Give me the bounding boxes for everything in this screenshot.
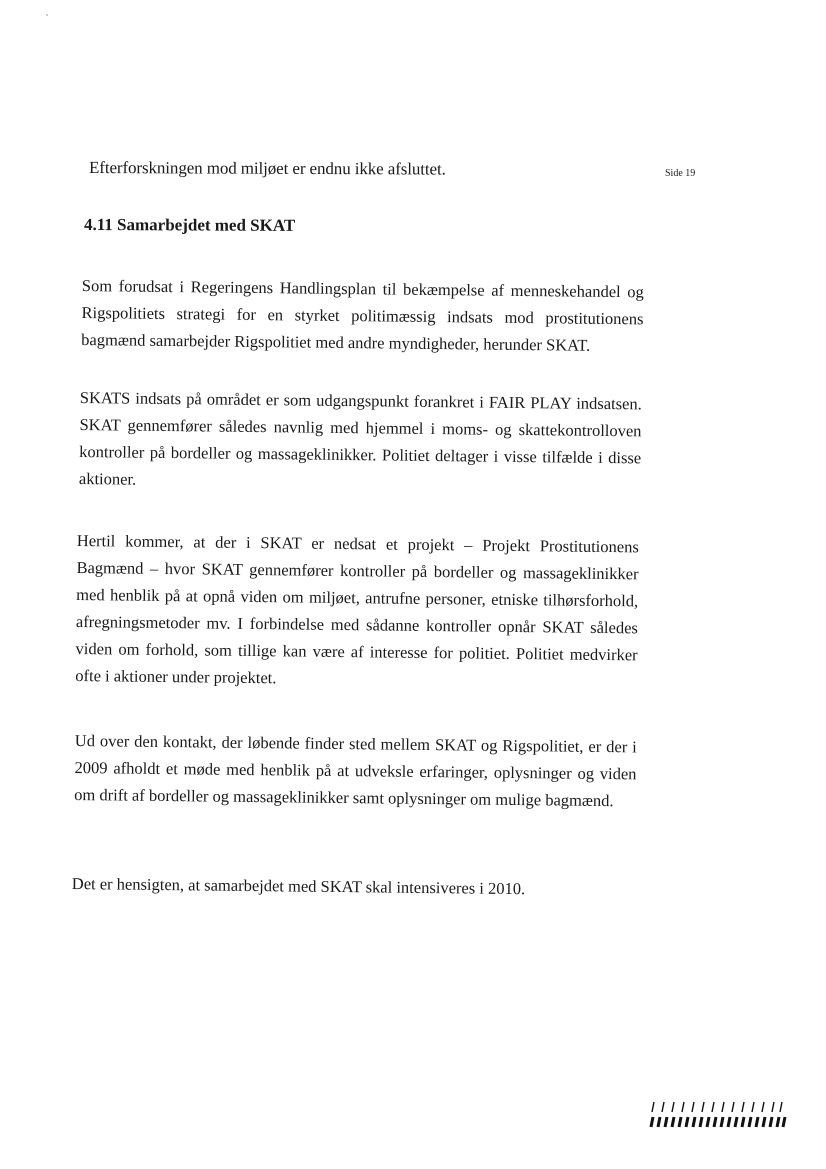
barcode-icon [648, 1100, 788, 1130]
section-heading: 4.11 Samarbejdet med SKAT [83, 215, 296, 235]
paragraph-1: Som forudsat i Regeringens Handlingsplan til bekæmpelse af menneskehandel og Rigspolitiets strategi for en styrket politimæssig indsats mod prostitutionens bagmænd samarbejder Rigspolitiet med andre myndigheder, herunder SKAT. [81, 275, 644, 355]
paragraph-2: SKATS indsats på området er som udgangspunkt forankret i FAIR PLAY indsatsen. SKAT gennemfører således navnlig med hjemmel i moms- og skattekontrolloven kontroller på bordeller og massageklinikker. Politiet deltager i visse tilfælde i disse aktioner. [78, 387, 642, 489]
top-text-line: Efterforskningen mod miljøet er endnu ikke afsluttet. [88, 158, 446, 179]
scan-speck [46, 14, 48, 16]
paragraph-5: Det er hensigten, at samarbejdet med SKAT skal intensiveres i 2010. [71, 873, 526, 899]
paragraph-4: Ud over den kontakt, der løbende finder sted mellem SKAT og Rigspolitiet, er der i 2009 afholdt et møde med henblik på at udveksle erfaringer, oplysninger og viden om drift af bordeller og massageklinikker samt oplysninger om mulige bagmænd. [74, 730, 637, 811]
paragraph-3: Hertil kommer, at der i SKAT er nedsat et projekt – Projekt Prostitutionens Bagmænd – hvor SKAT gennemfører kontroller på bordeller og massageklinikker med henblik på at opnå viden om miljøet, antrufne personer, etniske tilhørsforhold, afregningsmetoder mv. I forbindelse med sådanne kontroller opnår SKAT således viden om forhold, som tillige kan være af interesse for politiet. Politiet medvirker ofte i aktioner under projektet. [75, 530, 639, 688]
page-number-label: Side 19 [665, 168, 696, 179]
